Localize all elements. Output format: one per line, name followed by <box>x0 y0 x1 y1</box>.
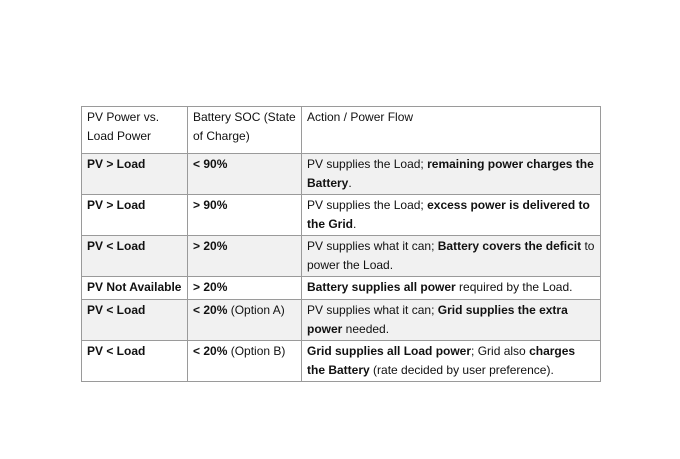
pv-condition-cell: PV > Load <box>82 154 188 195</box>
header-action: Action / Power Flow <box>302 107 601 154</box>
action-text-bold: charges the Battery <box>307 344 576 377</box>
soc-cell <box>188 300 302 341</box>
header-pv-vs-load: PV Power vs. Load Power <box>82 107 188 154</box>
power-flow-table <box>81 106 601 382</box>
table-row <box>82 300 601 341</box>
soc-value: < 90% <box>193 157 228 171</box>
action-text: ; Grid also <box>471 344 530 358</box>
table-row <box>82 195 601 236</box>
action-text: to power the Load. <box>307 239 595 272</box>
soc-cell <box>188 195 302 236</box>
action-cell <box>302 236 601 277</box>
action-text-bold: Battery covers the deficit <box>437 239 582 253</box>
pv-condition-cell: PV < Load <box>82 341 188 382</box>
action-text: PV supplies the Load; <box>307 198 428 212</box>
action-text-bold: Battery supplies all power <box>307 280 456 294</box>
pv-condition-cell: PV < Load <box>82 236 188 277</box>
soc-cell <box>188 154 302 195</box>
action-text: PV supplies what it can; <box>307 239 438 253</box>
action-text: . <box>348 176 352 190</box>
soc-value: < 20% <box>193 344 228 358</box>
pv-condition-cell: PV Not Available <box>82 277 188 300</box>
soc-note: (Option B) <box>227 344 286 358</box>
pv-condition-cell: PV < Load <box>82 300 188 341</box>
action-text: (rate decided by user preference). <box>369 363 554 377</box>
action-text: PV supplies the Load; <box>307 157 428 171</box>
soc-note: (Option A) <box>227 303 285 317</box>
action-cell <box>302 195 601 236</box>
soc-value: < 20% <box>193 303 228 317</box>
action-text-bold: Grid supplies all Load power <box>307 344 472 358</box>
soc-value: > 20% <box>193 280 228 294</box>
header-battery-soc: Battery SOC (State of Charge) <box>188 107 302 154</box>
soc-value: > 90% <box>193 198 228 212</box>
table-header-row <box>82 107 601 154</box>
action-text-bold: excess power is delivered to the Grid <box>307 198 590 231</box>
soc-value: > 20% <box>193 239 228 253</box>
action-cell <box>302 300 601 341</box>
table-row <box>82 341 601 382</box>
soc-cell <box>188 341 302 382</box>
action-cell <box>302 341 601 382</box>
soc-cell <box>188 277 302 300</box>
soc-cell <box>188 236 302 277</box>
pv-condition-cell: PV > Load <box>82 195 188 236</box>
table-row <box>82 277 601 300</box>
table-row <box>82 236 601 277</box>
table-row <box>82 154 601 195</box>
action-text: required by the Load. <box>455 280 573 294</box>
action-text-bold: remaining power charges the Battery <box>307 157 594 190</box>
action-cell <box>302 154 601 195</box>
action-cell <box>302 277 601 300</box>
action-text: needed. <box>342 322 390 336</box>
action-text: . <box>353 217 357 231</box>
action-text-bold: Grid supplies the extra power <box>307 303 568 336</box>
action-text: PV supplies what it can; <box>307 303 438 317</box>
